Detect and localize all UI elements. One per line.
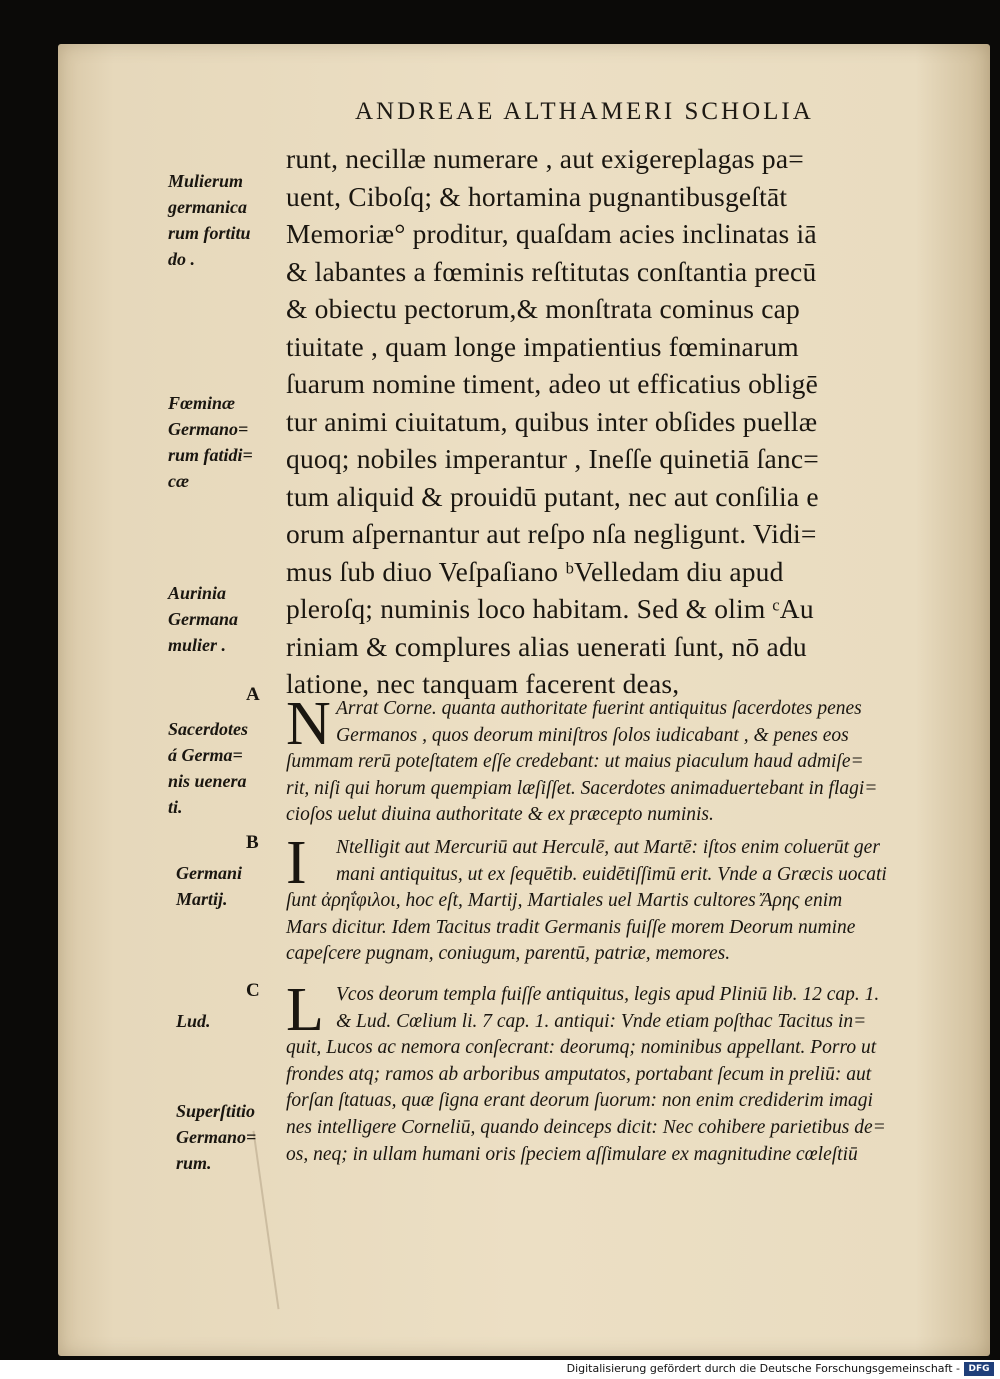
marginal-note: [176, 860, 286, 912]
marginal-line: Superſtitio: [176, 1101, 256, 1121]
text-line: latione, nec tanquam facerent deas,: [286, 668, 680, 699]
text-line: riniam & complures alias uenerati ſunt, nō adu: [286, 630, 807, 662]
marginal-line: Mulierum: [168, 171, 244, 191]
text-line: & labantes a fœminis reſtitutas conſtantia precū: [286, 255, 817, 287]
note-line: Ntelligit aut Mercuriū aut Herculē, aut Martē: iſtos enim coluerūt ger: [336, 837, 880, 858]
margin-letter: C: [246, 980, 260, 1001]
text-line: uent, Ciboſq; & hortamina pugnantibusgeſtāt: [286, 180, 788, 212]
marginal-line: germanica: [168, 197, 247, 217]
marginal-note: [168, 168, 278, 272]
note-c: [286, 976, 926, 1168]
funding-note: Digitalisierung gefördert durch die Deutsche Forschungsgemeinschaft -: [566, 1362, 960, 1375]
marginal-note: [168, 580, 278, 658]
main-text: [286, 140, 926, 703]
text-line: orum aſpernantur aut reſpo nſa negligunt. Vidi=: [286, 518, 817, 549]
marginal-line: Germano=: [168, 419, 249, 439]
dfg-logo-icon: DFG: [964, 1362, 994, 1376]
note-line: frondes atq; ramos ab arboribus amputatos, portabant ſecum in preliū: aut: [286, 1063, 872, 1085]
drop-cap: N: [286, 690, 331, 758]
marginal-line: mulier .: [168, 635, 227, 655]
marginal-line: cæ: [168, 471, 189, 491]
marginal-note: [168, 716, 278, 820]
marginal-line: Martij.: [176, 889, 228, 909]
text-line: tur animi ciuitatum, quibus inter obſides puellæ: [286, 405, 818, 437]
marginal-line: ti.: [168, 797, 183, 817]
marginal-line: Germano=: [176, 1127, 257, 1147]
drop-cap: L: [286, 976, 324, 1044]
text-line: quoq; nobiles imperantur , Ineſſe quinetiā ſanc=: [286, 443, 819, 474]
drop-cap: I: [286, 829, 307, 897]
text-line: tum aliquid & prouidū putant, nec aut conſilia e: [286, 480, 819, 512]
marginal-line: rum fatidi=: [168, 445, 253, 465]
note-line: & Lud. Cœlium li. 7 cap. 1. antiqui: Vnde etiam poſthac Tacitus in=: [336, 1010, 867, 1032]
marginal-line: rum fortitu: [168, 223, 251, 243]
marginal-line: Lud.: [176, 1011, 211, 1031]
marginal-line: Sacerdotes: [168, 719, 248, 739]
marginal-note: [176, 1098, 286, 1176]
note-line: forſan ſtatuas, quæ ſigna erant deorum ſuorum: non enim crediderim imagi: [286, 1090, 873, 1112]
marginal-line: Aurinia: [168, 583, 227, 603]
note-b: [286, 829, 926, 968]
text-line: mus ſub diuo Veſpaſiano ᵇVelledam diu apud: [286, 555, 784, 587]
note-line: quit, Lucos ac nemora conſecrant: deorumq; nominibus appellant. Porro ut: [286, 1037, 877, 1059]
note-line: Vcos deorum templa fuiſſe antiquitus, legis apud Pliniū lib. 12 cap. 1.: [336, 984, 880, 1005]
marginal-line: Fœminæ: [168, 393, 236, 413]
note-line: nes intelligere Corneliū, quando deinceps dicit: Nec cohibere parietibus de=: [286, 1116, 886, 1138]
text-line: runt, necillæ numerare , aut exigereplagas pa=: [286, 143, 804, 174]
text-line: pleroſq; numinis loco habitam. Sed & olim ᶜAu: [286, 593, 814, 624]
marginal-line: nis uenera: [168, 771, 247, 791]
marginal-note: [168, 390, 278, 494]
text-line: & obiectu pectorum,& monſtrata cominus cap: [286, 293, 800, 324]
note-line: cioſos uelut diuina authoritate & ex præcepto numinis.: [286, 804, 714, 826]
marginal-line: Germana: [168, 609, 239, 629]
marginal-line: Germani: [176, 863, 243, 883]
text-line: ſuarum nomine timent, adeo ut efficatius obligē: [286, 368, 819, 399]
note-a: [286, 690, 926, 829]
note-line: mani antiquitus, ut ex ſequētib. euidētiſſimū erit. Vnde a Græcis uocati: [336, 863, 887, 885]
text-line: Memoriæ° proditur, quaſdam acies inclinatas iā: [286, 218, 817, 249]
running-header: ANDREAE ALTHAMERI SCHOLIA: [355, 98, 814, 125]
footer-bar: [0, 1360, 1000, 1379]
marginal-line: rum.: [176, 1153, 212, 1173]
margin-letter: A: [246, 684, 260, 705]
marginal-line: á Germa=: [168, 745, 243, 765]
note-line: os, neq; in ullam humani oris ſpeciem aſſimulare ex magnitudine cœleſtiū: [286, 1143, 858, 1165]
margin-letter: B: [246, 832, 259, 853]
marginal-note: [176, 1008, 286, 1034]
note-line: ſummam rerū poteſtatem eſſe credebant: ut maius piaculum haud admiſe=: [286, 751, 864, 773]
note-line: rit, niſi qui horum quempiam læſiſſet. Sacerdotes animaduertebant in flagi=: [286, 777, 878, 799]
note-line: Mars dicitur. Idem Tacitus tradit Germanis fuiſſe morem Deorum numine: [286, 916, 856, 938]
note-line: ſunt ἀρηΐφιλοι, hoc eſt, Martij, Martiales uel Martis cultores Ἄρης enim: [286, 890, 843, 912]
note-line: Germanos , quos deorum miniſtros ſolos iudicabant , & penes eos: [336, 724, 849, 746]
note-line: capeſcere pugnam, coniugum, parentū, patriæ, memores.: [286, 943, 731, 965]
marginal-line: do .: [168, 249, 195, 269]
text-line: tiuitate , quam longe impatientius fœminarum: [286, 330, 799, 362]
note-line: Arrat Corne. quanta authoritate fuerint antiquitus ſacerdotes penes: [336, 698, 862, 719]
